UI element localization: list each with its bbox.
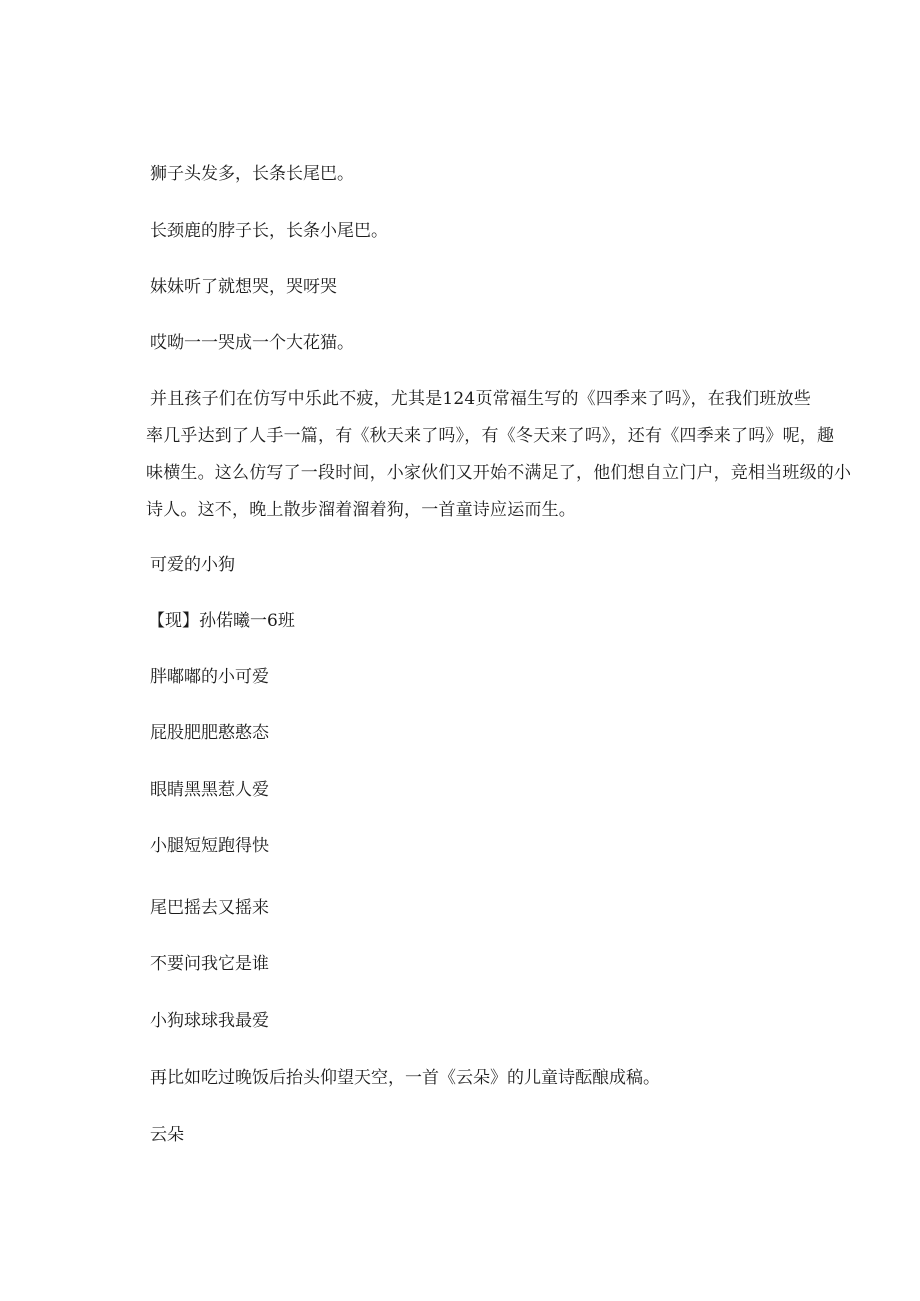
text-line: 狮子头发多，长条长尾巴。 [150, 164, 354, 184]
paragraph-row: 率几乎达到了人手一篇，有《秋天来了吗》，有《冬天来了吗》，还有《四季来了吗》呢，趣 [146, 426, 835, 446]
text-line: 长颈鹿的脖子长，长条小尾巴。 [150, 221, 388, 241]
poem-line: 小狗球球我最爱 [150, 1011, 269, 1031]
text-line: 哎呦一一哭成一个大花猫。 [150, 333, 354, 353]
section-title: 云朵 [150, 1125, 184, 1145]
poem-line: 胖嘟嘟的小可爱 [150, 667, 269, 687]
poem-line: 屁股肥肥憨憨态 [150, 723, 269, 743]
body-paragraph [146, 381, 852, 529]
poem-line: 不要问我它是谁 [150, 954, 269, 974]
poem-author: 【现】孙偌曦一6班 [148, 611, 295, 631]
poem-line: 眼睛黑黑惹人爱 [150, 780, 269, 800]
poem-line: 小腿短短跑得快 [150, 836, 269, 856]
paragraph-row: 诗人。这不，晚上散步溜着溜着狗，一首童诗应运而生。 [146, 500, 576, 520]
poem-title: 可爱的小狗 [150, 555, 235, 575]
text-line: 再比如吃过晚饭后抬头仰望天空，一首《云朵》的儿童诗酝酿成稿。 [150, 1068, 660, 1088]
paragraph-row: 并且孩子们在仿写中乐此不疲，尤其是124页常福生写的《四季来了吗》，在我们班放些 [150, 389, 811, 409]
poem-line: 尾巴摇去又摇来 [150, 898, 269, 918]
paragraph-row: 味横生。这么仿写了一段时间，小家伙们又开始不满足了，他们想自立门户，竞相当班级的小 [146, 463, 852, 483]
text-line: 妹妹听了就想哭，哭呀哭 [150, 277, 337, 297]
